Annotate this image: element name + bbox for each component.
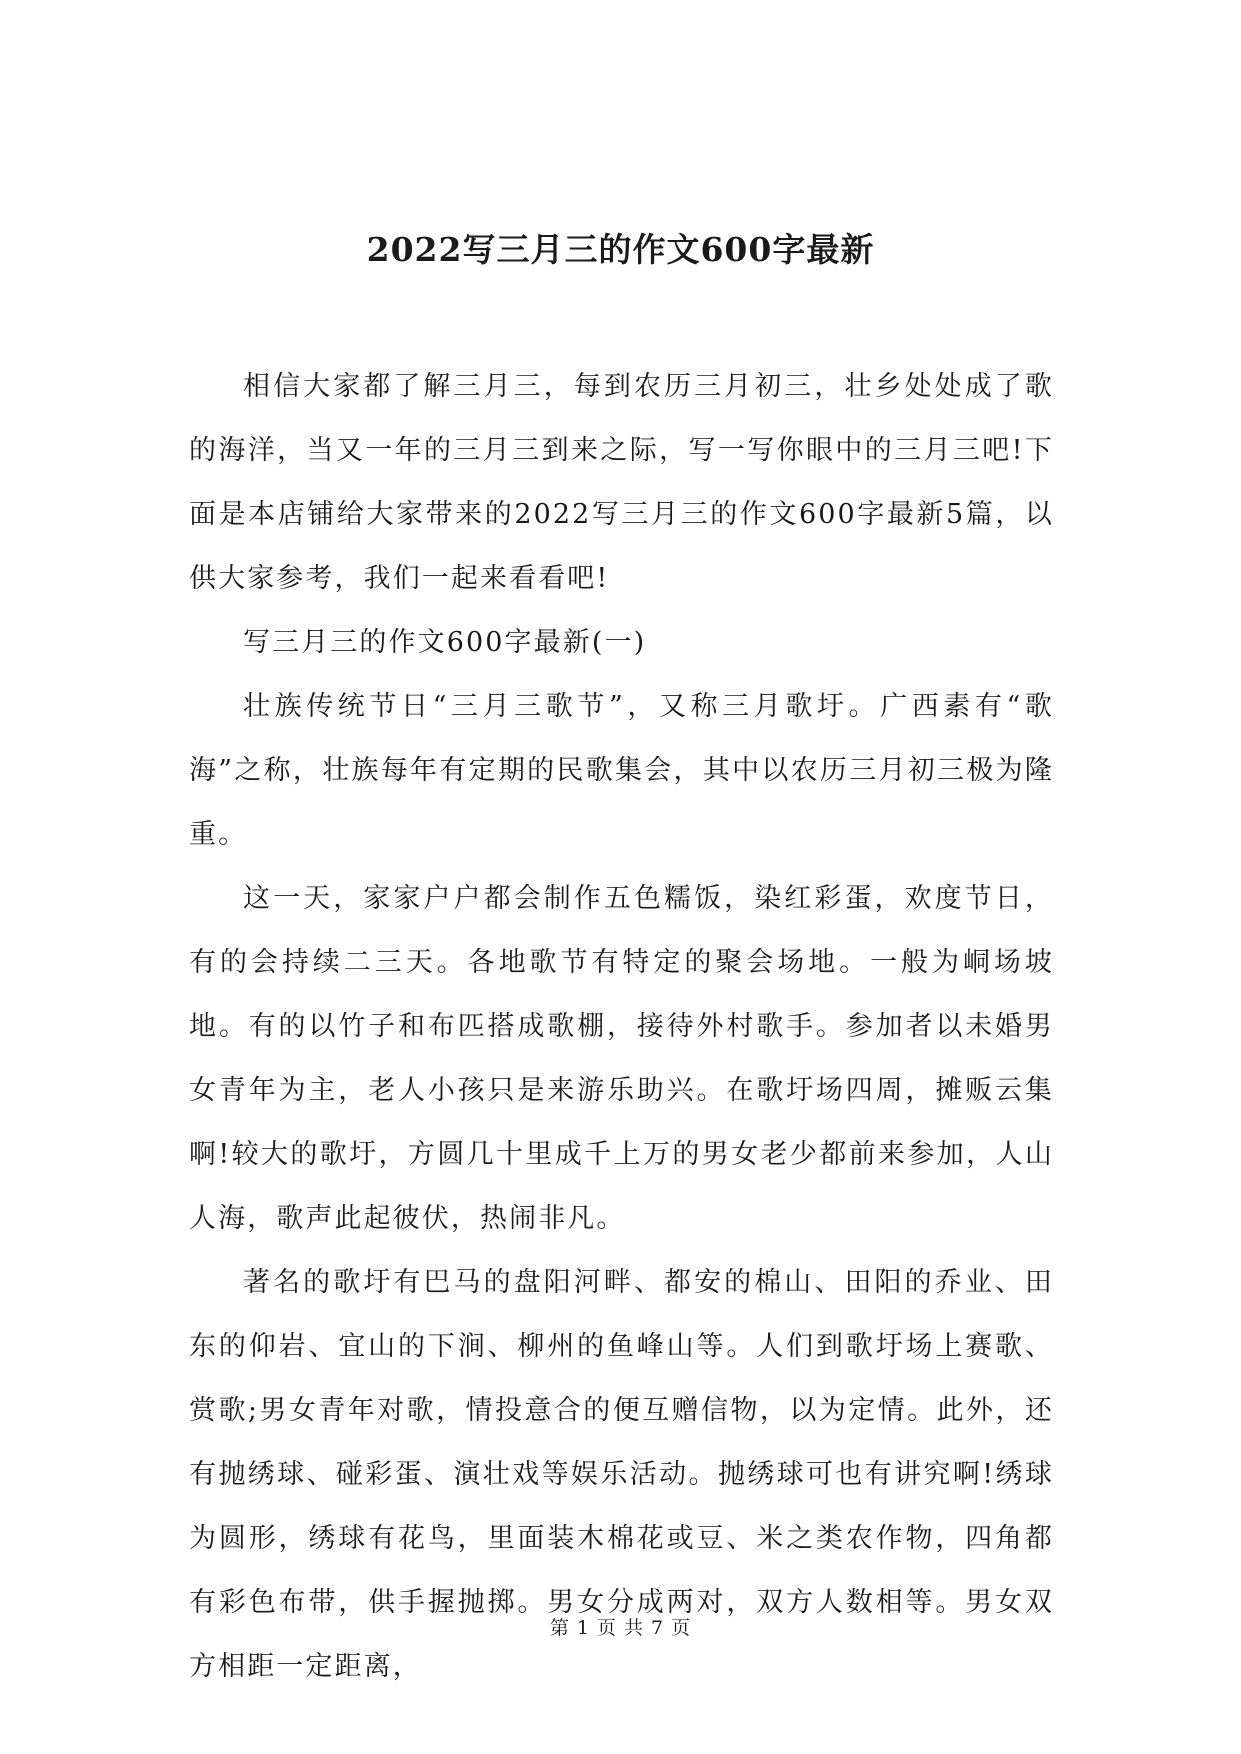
document-body — [189, 355, 1054, 1699]
paragraph: 著名的歌圩有巴马的盘阳河畔、都安的棉山、田阳的乔业、田东的仰岩、宜山的下涧、柳州的鱼峰山等。人们到歌圩场上赛歌、赏歌;男女青年对歌，情投意合的便互赠信物，以为定情。此外，还有抛绣球、碰彩蛋、演壮戏等娱乐活动。抛绣球可也有讲究啊!绣球为圆形，绣球有花鸟，里面装木棉花或豆、米之类农作物，四角都有彩色布带，供手握抛掷。男女分成两对，双方人数相等。男女双方相距一定距离， — [189, 1267, 1054, 1682]
paragraph: 这一天，家家户户都会制作五色糯饭，染红彩蛋，欢度节日，有的会持续二三天。各地歌节有特定的聚会场地。一般为峒场坡地。有的以竹子和布匹搭成歌棚，接待外村歌手。参加者以未婚男女青年为主，老人小孩只是来游乐助兴。在歌圩场四周，摊贩云集啊!较大的歌圩，方圆几十里成千上万的男女老少都前来参加，人山人海，歌声此起彼伏，热闹非凡。 — [189, 883, 1054, 1234]
paragraph: 壮族传统节日“三月三歌节”，又称三月歌圩。广西素有“歌海”之称，壮族每年有定期的民歌集会，其中以农历三月初三极为隆重。 — [189, 691, 1054, 850]
paragraph-intro: 相信大家都了解三月三，每到农历三月初三，壮乡处处成了歌的海洋，当又一年的三月三到来之际，写一写你眼中的三月三吧!下面是本店铺给大家带来的2022写三月三的作文600字最新5篇，以供大家参考，我们一起来看看吧! — [189, 371, 1054, 594]
document-title: 2022写三月三的作文600字最新 — [366, 230, 875, 269]
page-number-footer: 第 1 页 共 7 页 — [549, 1617, 692, 1639]
section-heading: 写三月三的作文600字最新(一) — [243, 627, 647, 658]
